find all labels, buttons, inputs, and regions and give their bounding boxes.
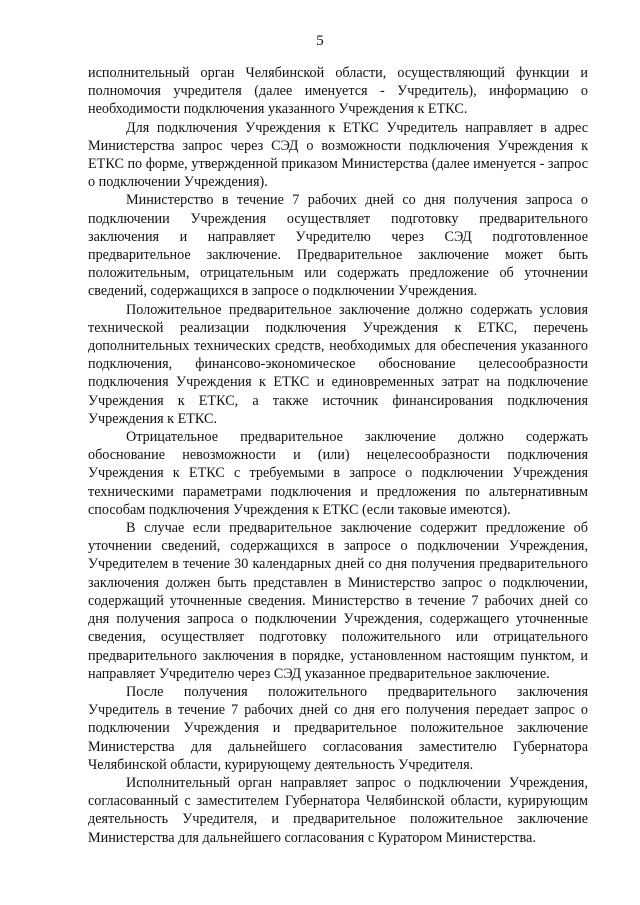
document-body [88, 64, 588, 847]
paragraph-positive-conclusion: Положительное предварительное заключение должно содержать условия технической реализации подключения Учреждения к ЕТКС, перечень дополнительных технических средств, необходимых для обеспечения указанного подключения, финансово-экономическое обоснование целесообразности подключения Учреждения к ЕТКС и единовременных затрат на подключение Учреждения к ЕТКС, а также источник финансирования подключения Учреждения к ЕТКС. [88, 301, 588, 427]
paragraph-executive-body: Исполнительный орган направляет запрос о подключении Учреждения, согласованный с заместителем Губернатора Челябинской области, курирующим деятельность Учредителя, и предварительное положительное заключение Министерства для дальнейшего согласования с Куратором Министерства. [88, 774, 588, 846]
paragraph-connection-request: Для подключения Учреждения к ЕТКС Учредитель направляет в адрес Министерства запрос через СЭД о возможности подключения Учреждения к ЕТКС по форме, утвержденной приказом Министерства (далее именуется - запрос о подключении Учреждения). [88, 119, 588, 191]
paragraph-clarification: В случае если предварительное заключение содержит предложение об уточнении сведений, содержащихся в запросе о подключении Учреждения, Учредителем в течение 30 календарных дней со дня получения предварительного заключения должен быть представлен в Министерство запрос о подключении, содержащий уточненные сведения. Министерство в течение 7 рабочих дней со дня получения запроса о подключении Учреждения, содержащего уточненные сведения, осуществляет подготовку положительного или отрицательного предварительного заключения в порядке, установленном настоящим пунктом, и направляет Учредителю через СЭД указанное предварительное заключение. [88, 520, 588, 682]
paragraph-after-positive: После получения положительного предварительного заключения Учредитель в течение 7 рабочих дней со дня его получения передает запрос о подключении Учреждения и предварительное положительное заключение Министерства для дальнейшего согласования заместителю Губернатора Челябинской области, курирующему деятельность Учредителя. [88, 683, 588, 773]
paragraph-ministry-review: Министерство в течение 7 рабочих дней со дня получения запроса о подключении Учреждения осуществляет подготовку предварительного заключения и направляет Учредителю через СЭД подготовленное предварительное заключение. Предварительное заключение может быть положительным, отрицательным или содержать предложение об уточнении сведений, содержащихся в запросе о подключении Учреждения. [88, 192, 588, 300]
page-number: 5 [316, 33, 324, 49]
paragraph-continuation: исполнительный орган Челябинской области, осуществляющий функции и полномочия учредителя (далее именуется - Учредитель), информацию о необходимости подключения указанного Учреждения к ЕТКС. [88, 65, 588, 118]
paragraph-negative-conclusion: Отрицательное предварительное заключение должно содержать обоснование невозможности и (или) нецелесообразности подключения Учреждения к ЕТКС с требуемыми в запросе о подключении Учреждения техническими параметрами подключения и предложения по альтернативным способам подключения Учреждения к ЕТКС (если таковые имеются). [88, 429, 588, 518]
